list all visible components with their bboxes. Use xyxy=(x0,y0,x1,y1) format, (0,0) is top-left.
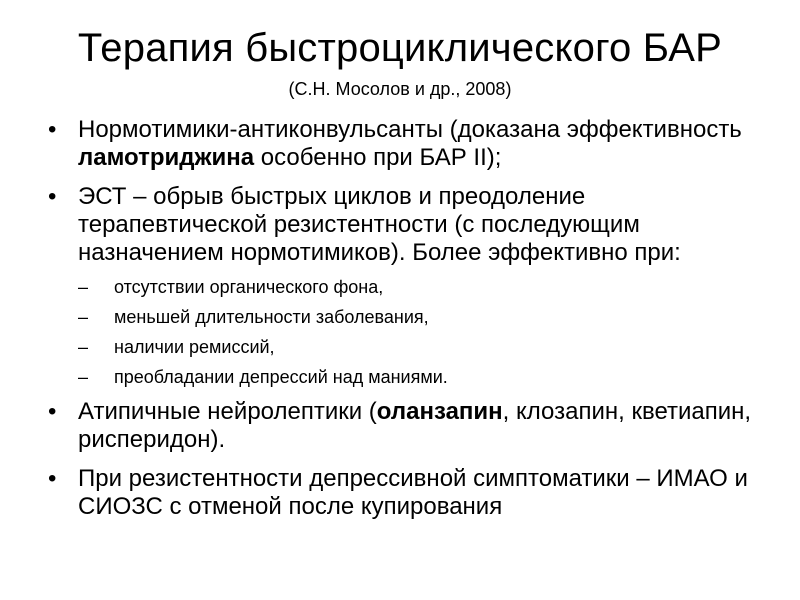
bullet-mark: • xyxy=(48,116,57,143)
dash-mark: – xyxy=(78,337,89,357)
sub-item xyxy=(48,276,778,298)
slide-subtitle: (С.Н. Мосолов и др., 2008) xyxy=(288,79,512,99)
dash-mark: – xyxy=(78,367,89,387)
bullet-item-atypical xyxy=(48,398,778,454)
bullet-text: , клозапин, кветиапин, рисперидон). xyxy=(78,398,752,453)
bullet-text: Нормотимики-антиконвульсанты (доказана эффективность xyxy=(78,116,742,143)
bullet-text: Атипичные нейролептики ( xyxy=(78,398,377,425)
bullet-text: ЭСТ – обрыв быстрых циклов и преодоление терапевтической резистентности (с последующим назначением нормотимиков). Более эффективно при: xyxy=(78,183,681,266)
slide-title: Терапия быстроциклического БАР xyxy=(77,26,723,70)
bullet-text: При резистентности депрессивной симптоматики – ИМАО и СИОЗС с отменой после купирования xyxy=(78,465,748,520)
bullet-list xyxy=(48,116,778,532)
bullet-text: особенно при БАР II); xyxy=(254,144,502,171)
bullet-bold-term: ламотриджина xyxy=(78,144,255,171)
sub-item xyxy=(48,336,778,358)
bullet-bold-term: оланзапин xyxy=(376,398,503,425)
bullet-mark: • xyxy=(48,465,57,492)
sub-item-text: наличии ремиссий, xyxy=(114,337,275,357)
sub-item xyxy=(48,306,778,328)
bullet-mark: • xyxy=(48,183,57,210)
sub-item-text: отсутствии органического фона, xyxy=(114,277,384,297)
sub-item-text: меньшей длительности заболевания, xyxy=(114,307,429,327)
bullet-item-resistance xyxy=(48,465,778,521)
dash-mark: – xyxy=(78,277,89,297)
dash-mark: – xyxy=(78,307,89,327)
sub-list xyxy=(48,276,778,388)
bullet-mark: • xyxy=(48,398,57,425)
bullet-item-ect xyxy=(48,183,778,267)
sub-item-text: преобладании депрессий над маниями. xyxy=(114,367,448,387)
bullet-item-normotimics xyxy=(48,116,778,172)
sub-item xyxy=(48,366,778,388)
